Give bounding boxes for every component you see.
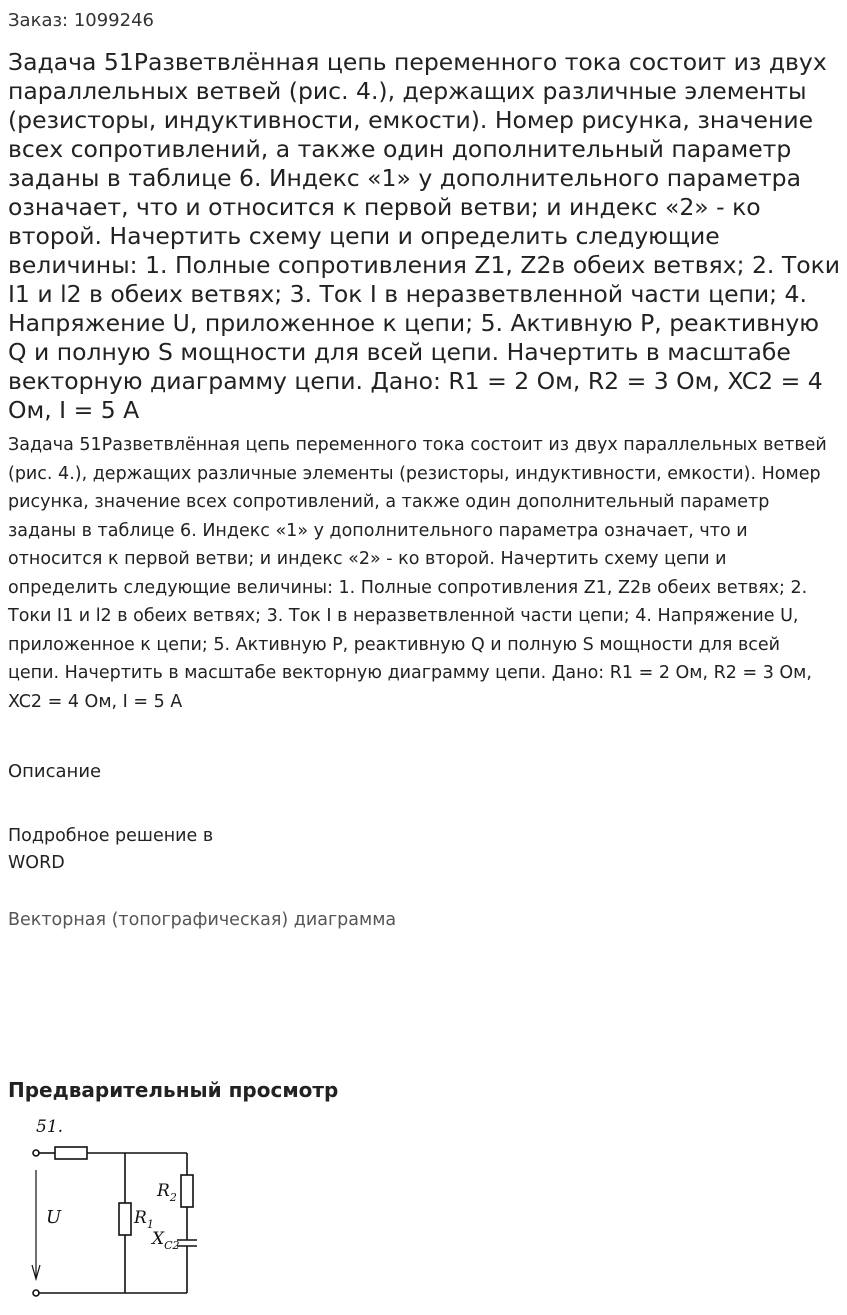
circuit-diagram[interactable] [0,1105,240,1310]
preview-heading: Предварительный просмотр [8,1078,339,1102]
task-body: Задача 51Разветвлённая цепь переменного тока состоит из двух параллельных ветвей (рис. 4.), держащих различные элементы (резисторы, индуктивности, емкости). Номер рисунка, значение всех сопротивлений, а также один дополнительный параметр заданы в таблице 6. Индекс «1» у дополнительного параметра означает, что и относится к первой ветви; и индекс «2» - ко второй. Начертить схему цепи и определить следующие величины: 1. Полные сопротивления Z1, Z2в обеих ветвях; 2. Токи I1 и l2 в обеих ветвях; 3. Ток I в неразветвленной части цепи; 4. Напряжение U, приложенное к цепи; 5. Активную P, реактивную Q и полную S мощности для всей цепи. Начертить в масштабе векторную диаграмму цепи. Дано: R1 = 2 Ом, R2 = 3 Ом, XC2 = 4 Ом, I = 5 А [8,435,827,712]
xc2-label: $X_{C2}$ [152,1229,180,1252]
r2-label: $R_2$ [157,1181,177,1204]
bottom-terminal [33,1290,39,1296]
top-terminal [33,1150,39,1156]
resistor-r1 [119,1203,131,1235]
figure-number: 51. [36,1117,64,1137]
series-resistor [55,1147,87,1159]
description-heading: Описание [8,761,102,782]
task-title: Задача 51Разветвлённая цепь переменного тока состоит из двух параллельных ветвей (рис. 4.), держащих различные элементы (резисторы, индуктивности, емкости). Номер рисунка, значение всех сопротивлений, а также один дополнительный параметр заданы в таблице 6. Индекс «1» у дополнительного параметра означает, что и относится к первой ветви; и индекс «2» - ко второй. Начертить схему цепи и определить следующие величины: 1. Полные сопротивления Z1, Z2в обеих ветвях; 2. Токи I1 и l2 в обеих ветвях; 3. Ток I в неразветвленной части цепи; 4. Напряжение U, приложенное к цепи; 5. Активную P, реактивную Q и полную S мощности для всей цепи. Начертить в масштабе векторную диаграмму цепи. Дано: R1 = 2 Ом, R2 = 3 Ом, XC2 = 4 Ом, I = 5 А [8,48,841,424]
resistor-r2 [181,1175,193,1207]
voltage-label: U [46,1207,62,1228]
order-number: Заказ: 1099246 [8,10,154,31]
solution-note: Подробное решение в WORD [8,826,214,873]
r1-label: $R_1$ [134,1208,154,1231]
vector-diagram-link[interactable]: Векторная (топографическая) диаграмма [8,910,397,930]
